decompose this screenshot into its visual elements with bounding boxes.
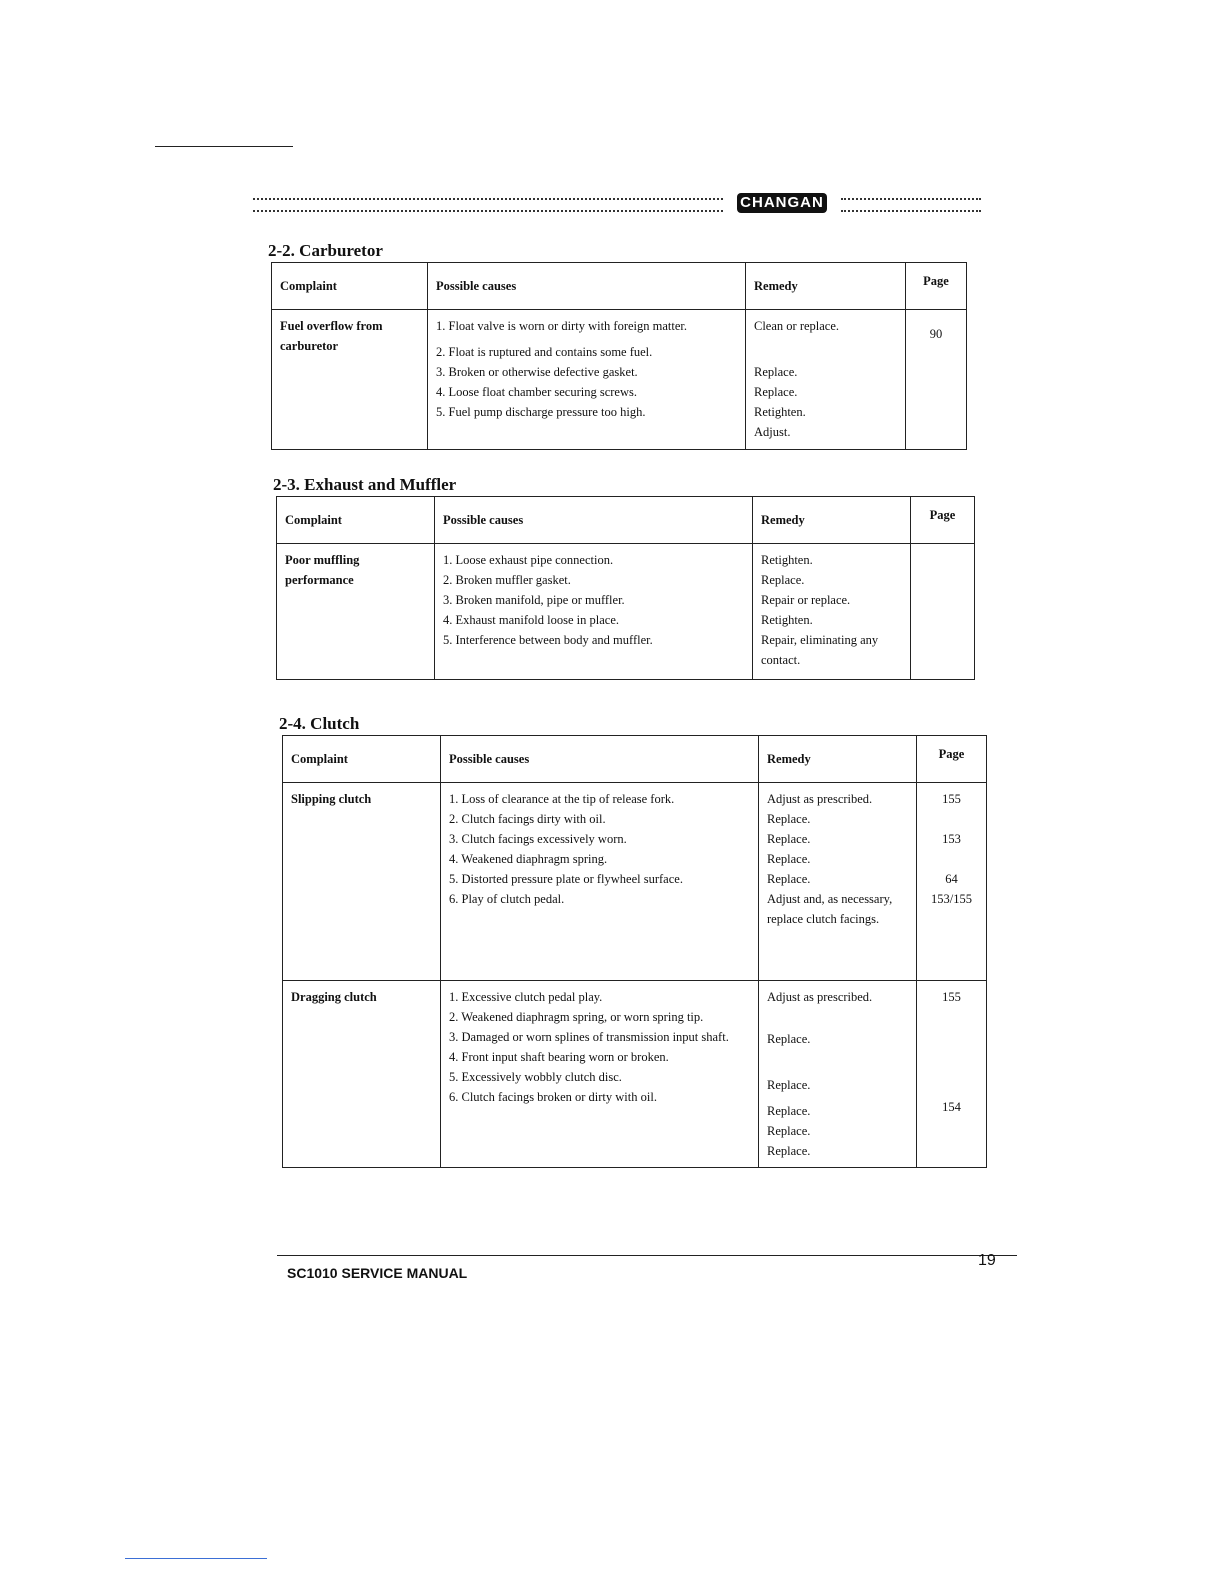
remedy-cell	[759, 981, 917, 1168]
col-causes: Possible causes	[428, 263, 746, 310]
complaint-cell: Fuel overflow from carburetor	[272, 310, 428, 450]
table-header-row	[283, 736, 987, 783]
remedy-item: Retighten.	[761, 553, 813, 567]
remedy-item: Adjust and, as necessary, replace clutch facings.	[767, 892, 893, 926]
remedy-cell	[753, 544, 911, 680]
remedy-item: Replace.	[767, 812, 811, 826]
col-complaint: Complaint	[283, 736, 441, 783]
cause-item: 5. Interference between body and muffler.	[443, 633, 653, 647]
cause-item: 6. Play of clutch pedal.	[449, 892, 565, 906]
cause-item: 4. Loose float chamber securing screws.	[436, 385, 637, 399]
clutch-table	[282, 735, 987, 1168]
page-ref: 90	[929, 327, 943, 341]
remedy-item: Replace.	[767, 832, 811, 846]
remedy-item: Clean or replace.	[754, 319, 840, 333]
remedy-item: Replace.	[767, 1078, 811, 1092]
complaint-cell: Dragging clutch	[283, 981, 441, 1168]
table-row	[283, 981, 987, 1168]
table-row	[272, 310, 967, 450]
cause-item: 6. Clutch facings broken or dirty with oil.	[449, 1090, 657, 1104]
page-ref	[925, 1007, 978, 1051]
cause-item: 2. Broken muffler gasket.	[443, 573, 571, 587]
page-ref	[925, 1051, 978, 1097]
page-cell	[917, 981, 987, 1168]
remedy-item: Adjust.	[754, 425, 791, 439]
page-ref	[925, 809, 978, 829]
cause-item: 2. Float is ruptured and contains some fuel.	[436, 345, 653, 359]
col-remedy: Remedy	[759, 736, 917, 783]
brand-logo: CHANGAN	[737, 193, 827, 213]
cause-item: 5. Fuel pump discharge pressure too high.	[436, 405, 646, 419]
ornament-border-left	[253, 198, 723, 212]
remedy-item: Replace.	[767, 1032, 811, 1046]
causes-cell	[441, 981, 759, 1168]
causes-cell	[441, 783, 759, 981]
cause-item: 1. Excessive clutch pedal play.	[449, 990, 603, 1004]
top-rule	[155, 146, 293, 147]
page-ref: 153/155	[931, 892, 972, 906]
remedy-item: Replace.	[767, 852, 811, 866]
cause-item: 5. Distorted pressure plate or flywheel surface.	[449, 872, 683, 886]
page-ref: 154	[942, 1100, 961, 1114]
carburetor-table	[271, 262, 967, 450]
ornament-border-right	[841, 198, 981, 212]
col-complaint: Complaint	[272, 263, 428, 310]
section-title-carburetor: 2-2. Carburetor	[268, 241, 383, 260]
page-ref: 155	[942, 990, 961, 1004]
page-ref	[925, 849, 978, 869]
complaint-cell: Slipping clutch	[283, 783, 441, 981]
cause-item: 5. Excessively wobbly clutch disc.	[449, 1070, 622, 1084]
remedy-item: Replace.	[767, 872, 811, 886]
remedy-item: Replace.	[754, 385, 798, 399]
remedy-cell	[746, 310, 906, 450]
page-number: 19	[978, 1252, 996, 1269]
table-header-row	[272, 263, 967, 310]
remedy-item: Replace.	[767, 1144, 811, 1158]
page-cell	[911, 544, 975, 680]
col-page: Page	[906, 263, 967, 310]
cause-item: 3. Broken or otherwise defective gasket.	[436, 365, 638, 379]
table-header-row	[277, 497, 975, 544]
remedy-item: Replace.	[761, 573, 805, 587]
table-row	[283, 783, 987, 981]
causes-cell	[435, 544, 753, 680]
page-cell	[917, 783, 987, 981]
col-remedy: Remedy	[753, 497, 911, 544]
cause-item: 3. Broken manifold, pipe or muffler.	[443, 593, 625, 607]
complaint-cell: Poor muffling performance	[277, 544, 435, 680]
remedy-item: Retighten.	[754, 405, 806, 419]
col-causes: Possible causes	[441, 736, 759, 783]
col-complaint: Complaint	[277, 497, 435, 544]
cause-item: 4. Weakened diaphragm spring.	[449, 852, 608, 866]
remedy-item: Repair, eliminating any contact.	[761, 633, 879, 667]
cause-item: 1. Loose exhaust pipe connection.	[443, 553, 614, 567]
footer-title: SC1010 SERVICE MANUAL	[287, 1265, 468, 1281]
remedy-item: Replace.	[767, 1124, 811, 1138]
remedy-cell	[759, 783, 917, 981]
remedy-item: Adjust as prescribed.	[767, 792, 873, 806]
bottom-rule	[125, 1558, 267, 1559]
page-cell	[906, 310, 967, 450]
section-title-exhaust-muffler: 2-3. Exhaust and Muffler	[273, 475, 457, 494]
remedy-item: Retighten.	[761, 613, 813, 627]
footer-rule	[277, 1255, 1017, 1256]
col-page: Page	[917, 736, 987, 783]
cause-item: 1. Loss of clearance at the tip of release fork.	[449, 792, 675, 806]
remedy-item: Adjust as prescribed.	[767, 990, 873, 1004]
page-ref: 155	[942, 792, 961, 806]
remedy-item: Replace.	[754, 365, 798, 379]
remedy-item: Repair or replace.	[761, 593, 851, 607]
header-band	[253, 193, 981, 217]
cause-item: 2. Clutch facings dirty with oil.	[449, 812, 606, 826]
cause-item: 3. Clutch facings excessively worn.	[449, 832, 627, 846]
page-ref: 153	[942, 832, 961, 846]
cause-item: 1. Float valve is worn or dirty with foreign matter.	[436, 319, 687, 333]
col-causes: Possible causes	[435, 497, 753, 544]
causes-cell	[428, 310, 746, 450]
col-remedy: Remedy	[746, 263, 906, 310]
cause-item: 4. Front input shaft bearing worn or broken.	[449, 1050, 669, 1064]
cause-item: 4. Exhaust manifold loose in place.	[443, 613, 620, 627]
exhaust-table	[276, 496, 975, 680]
section-title-clutch: 2-4. Clutch	[279, 714, 360, 733]
col-page: Page	[911, 497, 975, 544]
page-ref	[925, 1117, 978, 1137]
table-row	[277, 544, 975, 680]
page-ref: 64	[945, 872, 958, 886]
cause-item: 3. Damaged or worn splines of transmission input shaft.	[449, 1030, 729, 1044]
remedy-item: Replace.	[767, 1104, 811, 1118]
cause-item: 2. Weakened diaphragm spring, or worn spring tip.	[449, 1010, 704, 1024]
